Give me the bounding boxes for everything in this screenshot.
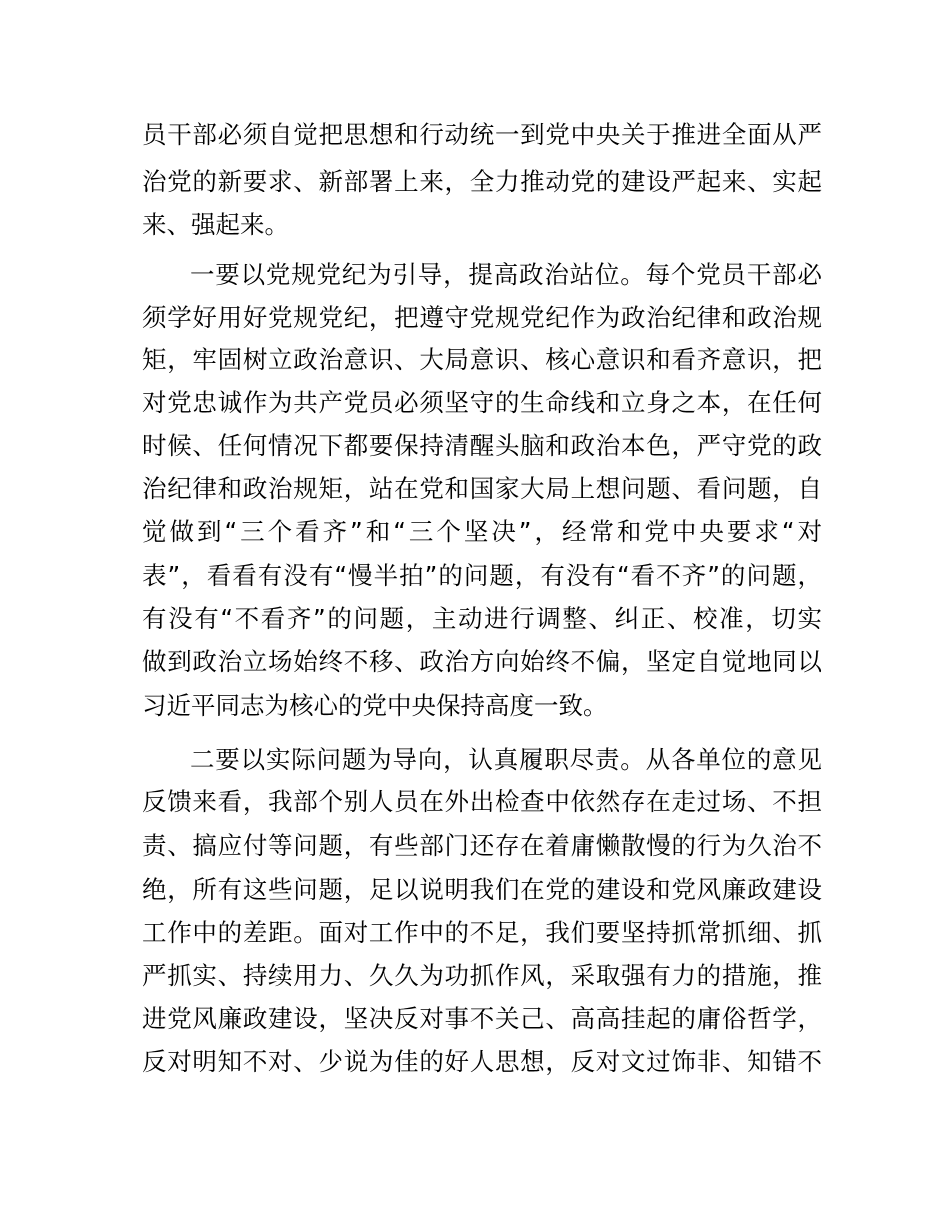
text-line: 习近平同志为核心的党中央保持高度一致。 [142, 691, 608, 720]
text-line: 责、搞应付等问题，有些部门还存在着庸懒散慢的行为久治不 [142, 831, 822, 860]
text-line: 时候、任何情况下都要保持清醒头脑和政治本色，严守党的政 [142, 431, 822, 460]
text-line: 须学好用好党规党纪，把遵守党规党纪作为政治纪律和政治规 [142, 303, 822, 332]
text-line: 严抓实、持续用力、久久为功抓作风，采取强有力的措施，推 [142, 961, 822, 990]
text-line: 工作中的差距。面对工作中的不足，我们要坚持抓常抓细、抓 [142, 918, 822, 947]
text-line: 治纪律和政治规矩，站在党和国家大局上想问题、看问题，自 [142, 474, 822, 503]
text-line: 绝，所有这些问题，足以说明我们在党的建设和党风廉政建设 [142, 875, 822, 904]
text-line: 反馈来看，我部个别人员在外出检查中依然存在走过场、不担 [142, 787, 822, 816]
text-line: 进党风廉政建设，坚决反对事不关己、高高挂起的庸俗哲学， [142, 1004, 822, 1033]
text-line: 矩，牢固树立政治意识、大局意识、核心意识和看齐意识，把 [142, 345, 822, 374]
paragraph-start-line: 二要以实际问题为导向，认真履职尽责。从各单位的意见 [190, 745, 822, 774]
text-line: 有没有“不看齐”的问题，主动进行调整、纠正、校准，切实 [142, 604, 822, 633]
text-line: 来、强起来。 [142, 210, 289, 239]
text-line: 做到政治立场始终不移、政治方向始终不偏，坚定自觉地同以 [142, 647, 822, 676]
paragraph-start-line: 一要以党规党纪为引导，提高政治站位。每个党员干部必 [190, 260, 822, 289]
text-line: 表”，看看有没有“慢半拍”的问题，有没有“看不齐”的问题， [142, 561, 822, 590]
text-line: 对党忠诚作为共产党员必须坚守的生命线和立身之本，在任何 [142, 388, 822, 417]
text-line: 觉做到“三个看齐”和“三个坚决”，经常和党中央要求“对 [142, 517, 822, 546]
text-line: 治党的新要求、新部署上来，全力推动党的建设严起来、实起 [142, 167, 822, 196]
text-line: 员干部必须自觉把思想和行动统一到党中央关于推进全面从严 [142, 120, 822, 149]
text-line: 反对明知不对、少说为佳的好人思想，反对文过饰非、知错不 [142, 1047, 822, 1076]
